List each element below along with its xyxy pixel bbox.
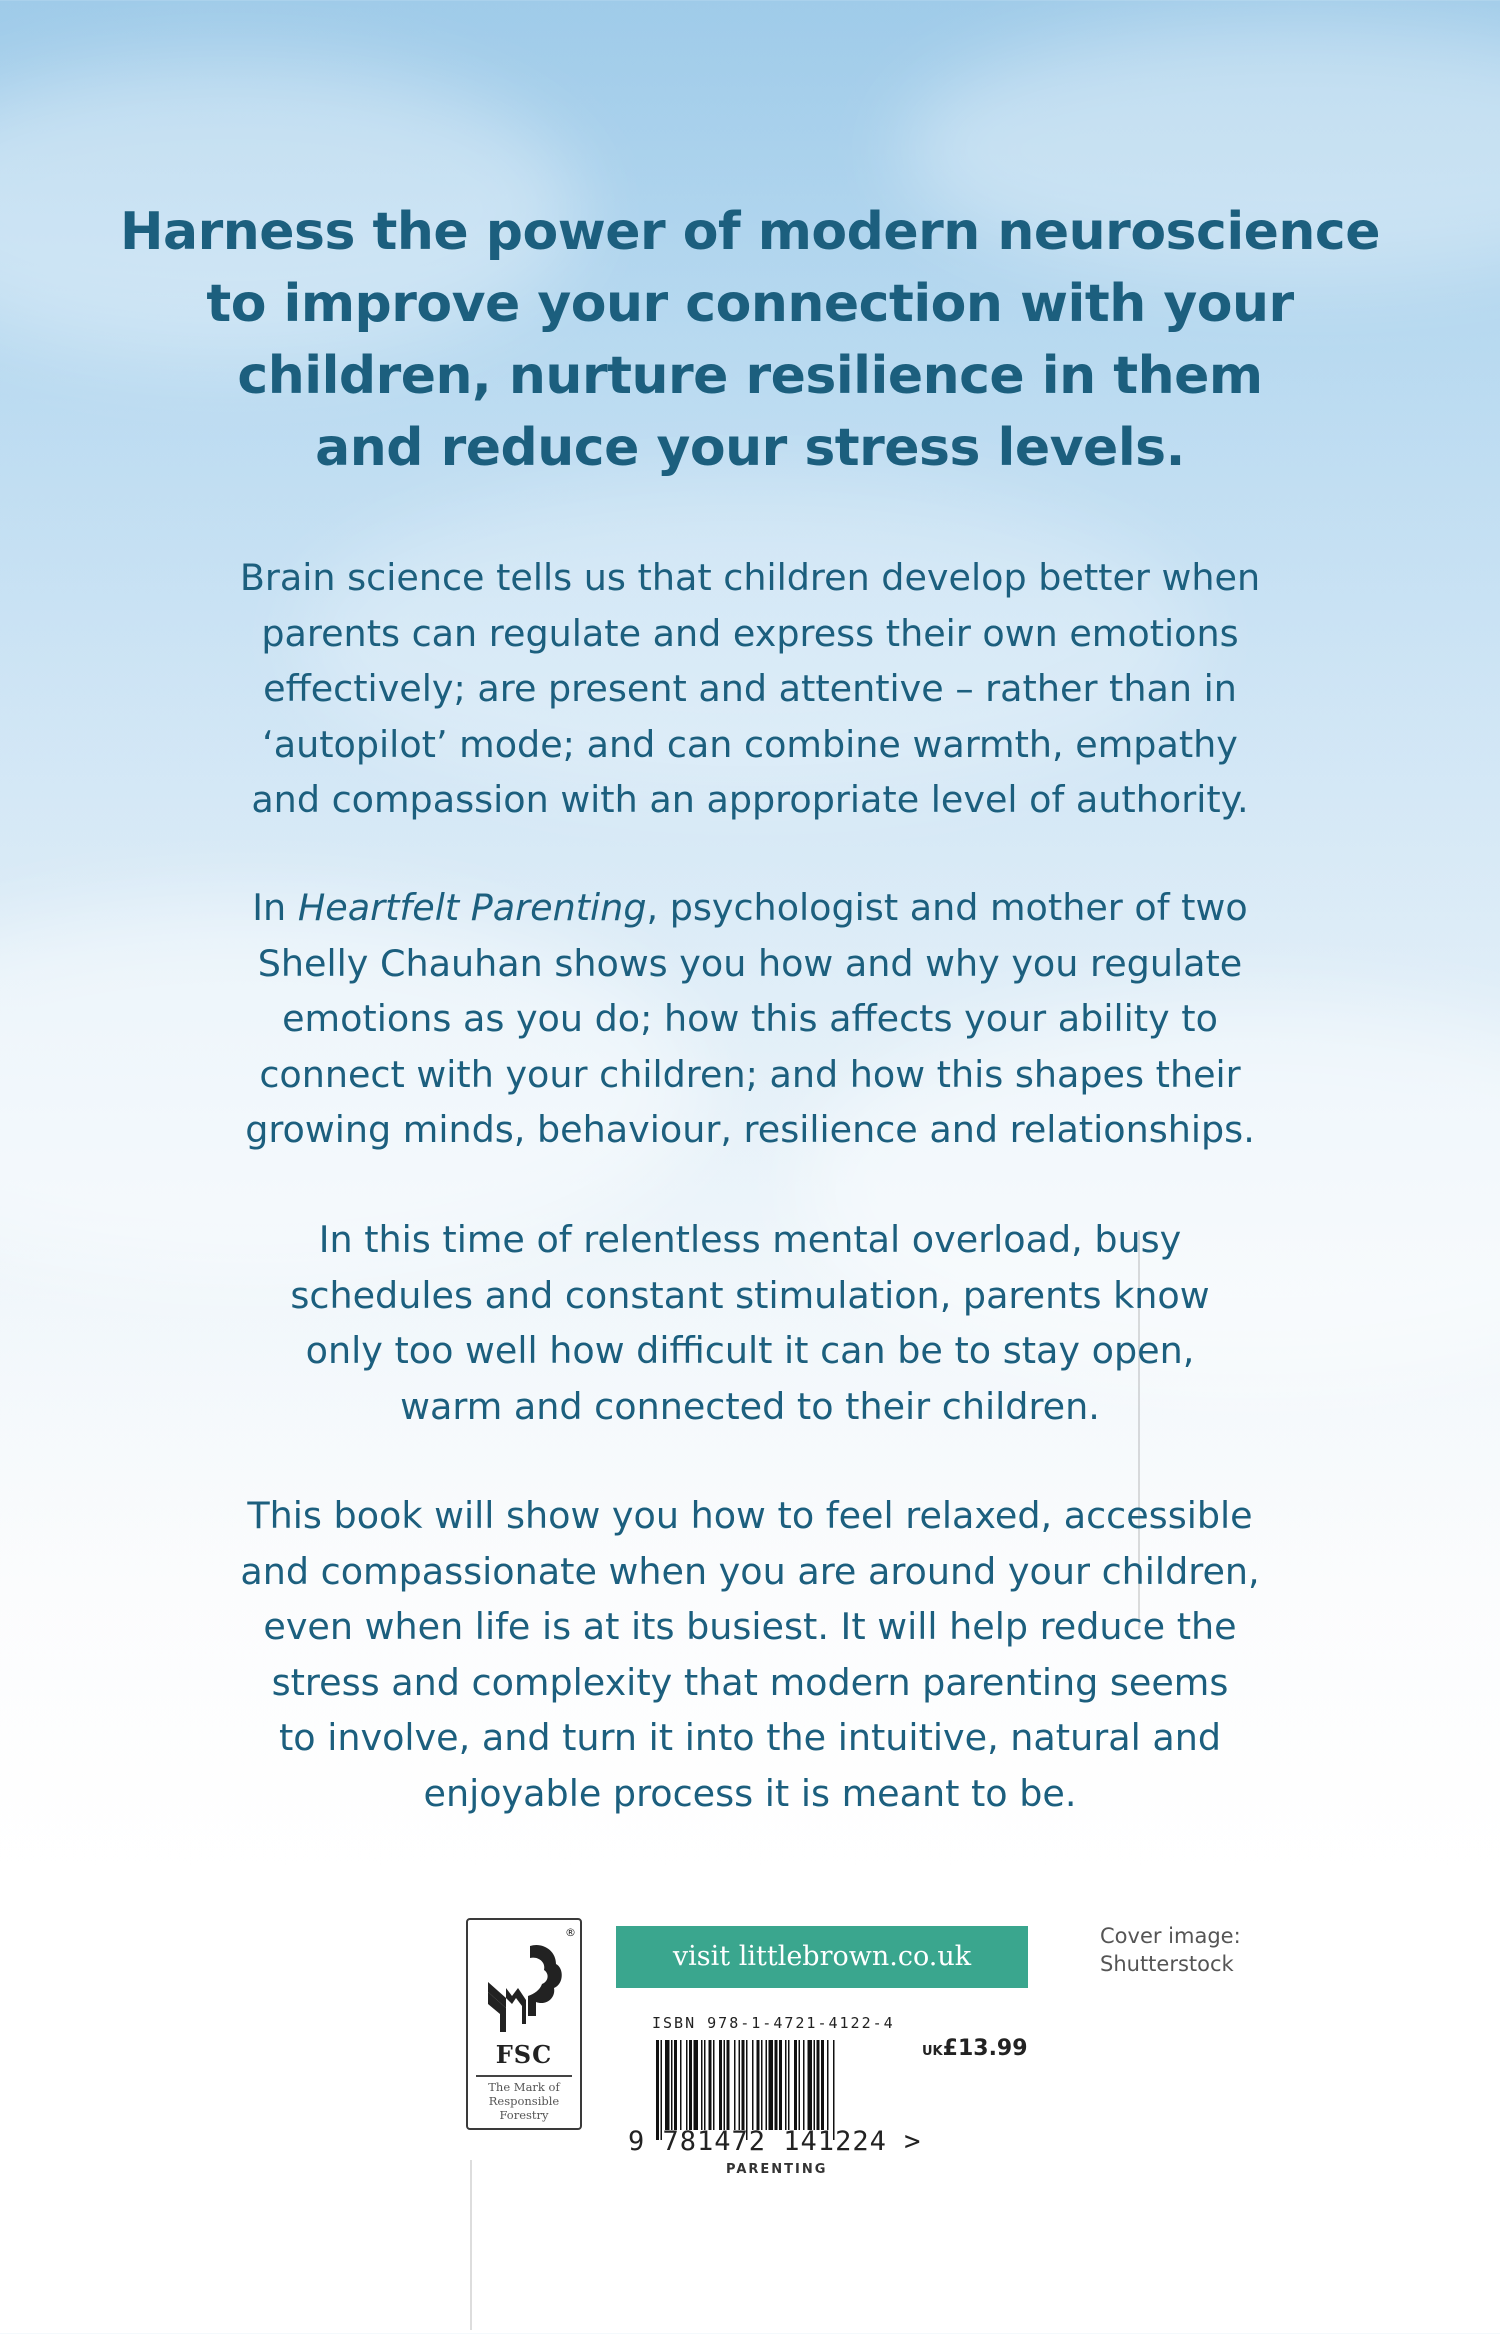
- barcode-bar: [665, 2040, 670, 2130]
- barcode-bar: [814, 2040, 816, 2130]
- barcode-bar: [817, 2040, 820, 2130]
- paragraph-line: Shelly Chauhan shows you how and why you regulate: [257, 941, 1243, 985]
- barcode-number: 9 781472 141224 >: [628, 2126, 922, 2157]
- barcode-bar: [661, 2040, 663, 2140]
- barcode-bar: [689, 2040, 692, 2130]
- paragraph-heartfelt-parenting: [120, 880, 1380, 1158]
- paragraph-line: Brain science tells us that children develop better when: [239, 556, 1261, 599]
- barcode-bar: [713, 2040, 715, 2130]
- barcode-bar: [769, 2040, 774, 2130]
- headline-line: Harness the power of modern neuroscience: [119, 202, 1381, 262]
- barcode-bar: [785, 2040, 787, 2130]
- barcode-bar: [674, 2040, 677, 2130]
- fsc-text: FSC: [495, 2040, 553, 2069]
- paragraph-line: growing minds, behaviour, resilience and relationships.: [245, 1108, 1255, 1151]
- price: [922, 2036, 1028, 2061]
- barcode-bar: [757, 2040, 760, 2130]
- barcode-bar: [761, 2040, 763, 2130]
- barcode-bar: [701, 2040, 703, 2130]
- paragraph-line: effectively; are present and attentive – rather than in: [263, 667, 1237, 710]
- paragraph-line: only too well how difficult it can be to stay open,: [305, 1329, 1195, 1372]
- cover-credit-line: Shutterstock: [1100, 1952, 1234, 1976]
- barcode-bar: [821, 2040, 824, 2130]
- barcode-bar: [742, 2040, 745, 2130]
- registered-mark: ®: [565, 1926, 576, 1939]
- paragraph-line: and compassion with an appropriate level of authority.: [251, 778, 1249, 821]
- cover-credit: [1100, 1922, 1241, 1978]
- barcode-bar: [671, 2040, 673, 2130]
- price-amount: £13.99: [942, 2036, 1028, 2061]
- barcode: [654, 2040, 904, 2140]
- paragraph-line: stress and complexity that modern parenting seems: [271, 1660, 1229, 1704]
- barcode-bar: [656, 2040, 659, 2140]
- isbn-text: ISBN 978-1-4721-4122-4: [652, 2014, 895, 2032]
- barcode-bar: [794, 2040, 797, 2130]
- barcode-bar: [686, 2040, 688, 2130]
- barcode-bar: [709, 2040, 712, 2130]
- barcode-bar: [719, 2040, 722, 2130]
- barcode-bar: [739, 2040, 741, 2130]
- barcode-bar: [803, 2040, 805, 2130]
- paragraph-brain-science: [120, 550, 1380, 828]
- paragraph-line: schedules and constant stimulation, parents know: [290, 1273, 1210, 1317]
- price-region: UK: [922, 2044, 943, 2059]
- barcode-bar: [734, 2040, 736, 2130]
- barcode-bar: [766, 2040, 768, 2130]
- barcode-bar: [680, 2040, 682, 2130]
- scan-artifact: [470, 2160, 472, 2330]
- barcode-bar: [727, 2040, 730, 2130]
- fsc-tagline-line: Forestry: [499, 2108, 549, 2122]
- line-prefix: In: [252, 886, 298, 929]
- headline-line: children, nurture resilience in them: [237, 346, 1263, 406]
- paragraph-line: ‘autopilot’ mode; and can combine warmth, empathy: [262, 722, 1238, 766]
- barcode-bar: [694, 2040, 699, 2130]
- book-title: Heartfelt Parenting: [297, 886, 647, 929]
- paragraph-line: This book will show you how to feel relaxed, accessible: [247, 1494, 1253, 1537]
- paragraph-line: parents can regulate and express their own emotions: [261, 611, 1239, 655]
- barcode-bar: [724, 2040, 726, 2130]
- paragraph-book-promise: [120, 1488, 1380, 1821]
- fsc-label: [466, 1918, 582, 2130]
- divider: [476, 2075, 572, 2077]
- fsc-tagline-line: Responsible: [488, 2094, 560, 2108]
- barcode-bar: [704, 2040, 706, 2130]
- barcode-bar: [788, 2040, 790, 2130]
- headline: [90, 196, 1410, 484]
- barcode-bar: [779, 2040, 782, 2130]
- headline-line: and reduce your stress levels.: [315, 418, 1185, 478]
- barcode-bar: [775, 2040, 778, 2130]
- barcode-bar: [827, 2040, 829, 2130]
- paragraph-line: In this time of relentless mental overload, busy: [318, 1218, 1182, 1261]
- paragraph-line: [120, 880, 1380, 936]
- barcode-bar: [746, 2040, 748, 2140]
- paragraph-mental-overload: [120, 1212, 1380, 1434]
- barcode-bar: [752, 2040, 754, 2130]
- paragraph-line: connect with your children; and how this shapes their: [259, 1052, 1241, 1096]
- category-label: PARENTING: [726, 2162, 828, 2177]
- barcode-bar: [833, 2040, 835, 2140]
- paragraph-line: even when life is at its busiest. It will help reduce the: [263, 1605, 1237, 1648]
- paragraph-line: emotions as you do; how this affects your ability to: [282, 997, 1218, 1040]
- paragraph-line: enjoyable process it is meant to be.: [423, 1771, 1077, 1815]
- paragraph-line: and compassionate when you are around your children,: [240, 1549, 1260, 1593]
- fsc-tagline: [468, 2080, 580, 2122]
- paragraph-line: warm and connected to their children.: [400, 1384, 1100, 1428]
- fsc-tagline-line: The Mark of: [488, 2080, 560, 2094]
- visit-website-link[interactable]: visit littlebrown.co.uk: [616, 1926, 1028, 1988]
- paragraph-line: to involve, and turn it into the intuitive, natural and: [278, 1716, 1222, 1759]
- headline-line: to improve your connection with your: [206, 274, 1294, 334]
- line-suffix: , psychologist and mother of two: [646, 886, 1248, 929]
- barcode-bar: [808, 2040, 813, 2130]
- barcode-bar: [799, 2040, 801, 2130]
- fsc-tree-icon: [482, 1936, 566, 2040]
- cover-credit-line: Cover image:: [1100, 1924, 1241, 1948]
